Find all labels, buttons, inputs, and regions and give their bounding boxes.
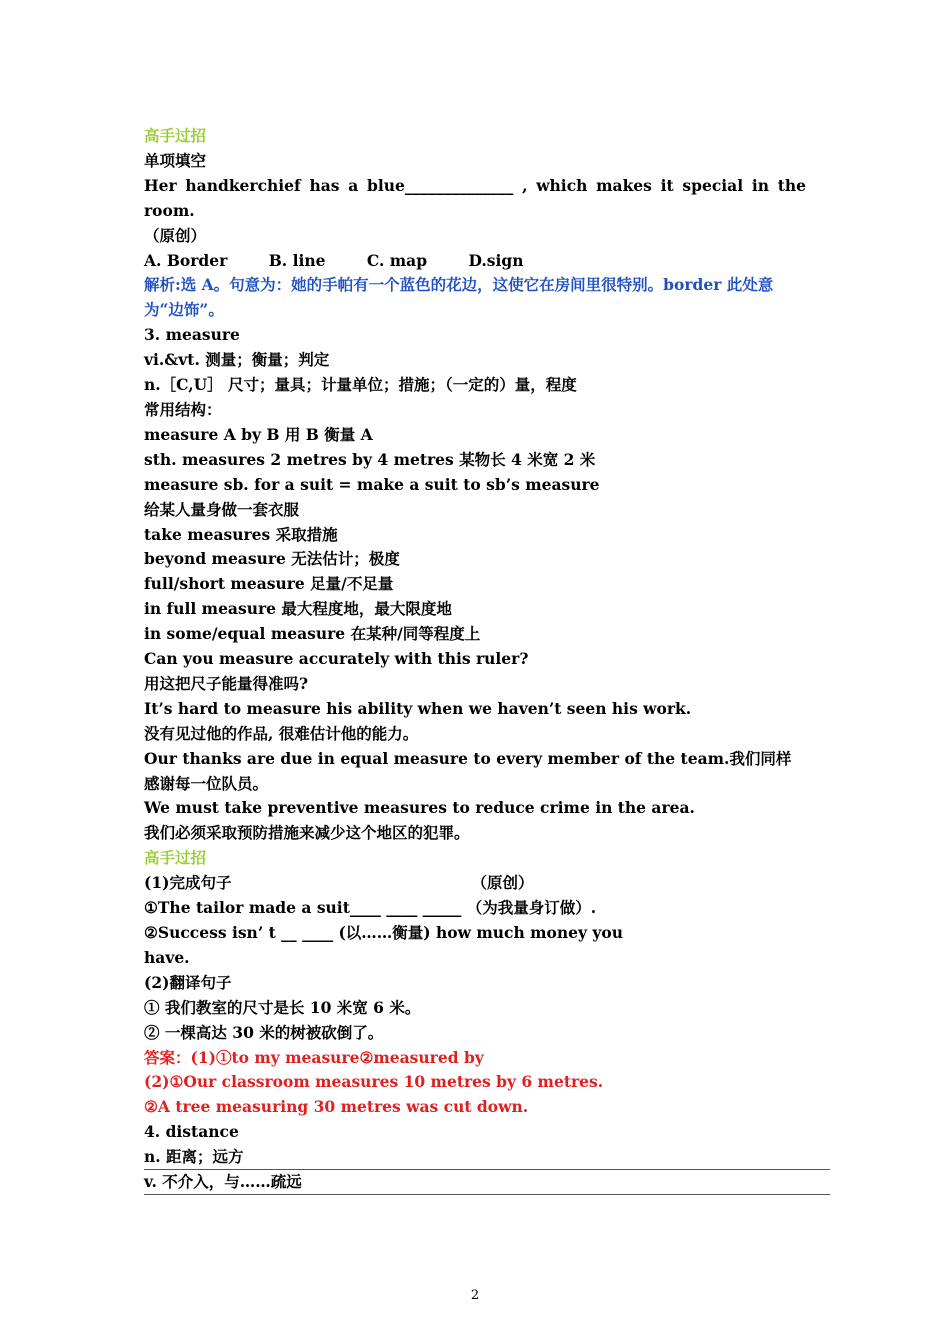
- exercise-question: ② 一棵高达 30 米的树被砍倒了。: [144, 1022, 384, 1042]
- structure-item: measure A by B 用 B 衡量 A: [144, 424, 373, 444]
- example-sentence: We must take preventive measures to reduce crime in the area.: [144, 798, 695, 818]
- example-translation: 用这把尺子能量得准吗?: [144, 673, 309, 693]
- example-translation: 我们必须采取预防措施来减少这个地区的犯罪。: [144, 823, 470, 843]
- answer-line: ②A tree measuring 30 metres was cut down.: [144, 1097, 529, 1117]
- section-heading: 高手过招: [144, 848, 207, 868]
- answer-options: [144, 249, 806, 274]
- exercise-question: ① 我们教室的尺寸是长 10 米宽 6 米。: [144, 997, 421, 1017]
- answer-line: (2)①Our classroom measures 10 metres by 6 metres.: [144, 1072, 604, 1092]
- structure-translation: 给某人量身做一套衣服: [144, 499, 300, 519]
- answer-line: 答案：(1)①to my measure②measured by: [144, 1047, 484, 1067]
- word-heading-measure: 3. measure: [144, 325, 240, 345]
- structure-item: take measures 采取措施: [144, 524, 338, 544]
- structure-item: sth. measures 2 metres by 4 metres 某物长 4 米宽 2 米: [144, 449, 596, 469]
- exercise-type: 单项填空: [144, 150, 207, 170]
- section-heading: 高手过招: [144, 126, 207, 145]
- option-c: C. map: [366, 250, 428, 270]
- source-note: （原创）: [144, 225, 207, 245]
- structure-item: in some/equal measure 在某种/同等程度上: [144, 624, 481, 644]
- definition-noun: n. 距离；远方: [144, 1147, 244, 1167]
- definition-verb: v. 不介入，与……疏远: [144, 1172, 302, 1192]
- horizontal-rule: [144, 1169, 830, 1170]
- example-sentence: Can you measure accurately with this ruler?: [144, 649, 529, 669]
- structure-item: measure sb. for a suit = make a suit to sb’s measure: [144, 474, 600, 494]
- exercise-part-2-label: (2)翻译句子: [144, 972, 232, 992]
- exercise-question: ①The tailor made a suit____ ____ _____ （为我量身订做）.: [144, 898, 597, 918]
- structure-item: beyond measure 无法估计；极度: [144, 549, 400, 569]
- word-heading-distance: 4. distance: [144, 1122, 239, 1142]
- page-number: 2: [470, 1288, 480, 1303]
- definition-noun: n.［C,U］ 尺寸；量具；计量单位；措施；（一定的）量，程度: [144, 375, 577, 395]
- source-note: （原创）: [471, 873, 534, 893]
- exercise-question: ②Success isn’ t __ ____ (以……衡量) how much money you: [144, 923, 624, 942]
- horizontal-rule: [144, 1194, 830, 1195]
- definition-verb: vi.&vt. 测量；衡量；判定: [144, 350, 330, 370]
- option-b: B. line: [268, 250, 326, 270]
- exercise-part-1-label: (1)完成句子: [144, 873, 232, 893]
- question-stem: Her handkerchief has a blue______________ , which makes it special in the room.: [144, 175, 806, 220]
- option-d: D.sign: [468, 250, 524, 270]
- structures-label: 常用结构：: [144, 399, 222, 419]
- analysis-text: 解析:选 A。句意为：她的手帕有一个蓝色的花边，这使它在房间里很特别。border 此处意为“边饰”。: [144, 275, 774, 320]
- structure-item: full/short measure 足量/不足量: [144, 574, 394, 594]
- option-a: A. Border: [144, 250, 228, 270]
- example-sentence: Our thanks are due in equal measure to every member of the team.我们同样感谢每一位队员。: [144, 748, 792, 793]
- structure-item: in full measure 最大程度地，最大限度地: [144, 599, 452, 619]
- exercise-question-cont: have.: [144, 947, 190, 967]
- example-sentence: It’s hard to measure his ability when we haven’t seen his work.: [144, 698, 692, 718]
- example-translation: 没有见过他的作品, 很难估计他的能力。: [144, 723, 419, 743]
- page-content: [144, 124, 806, 1195]
- exercise-part-1: [144, 871, 806, 896]
